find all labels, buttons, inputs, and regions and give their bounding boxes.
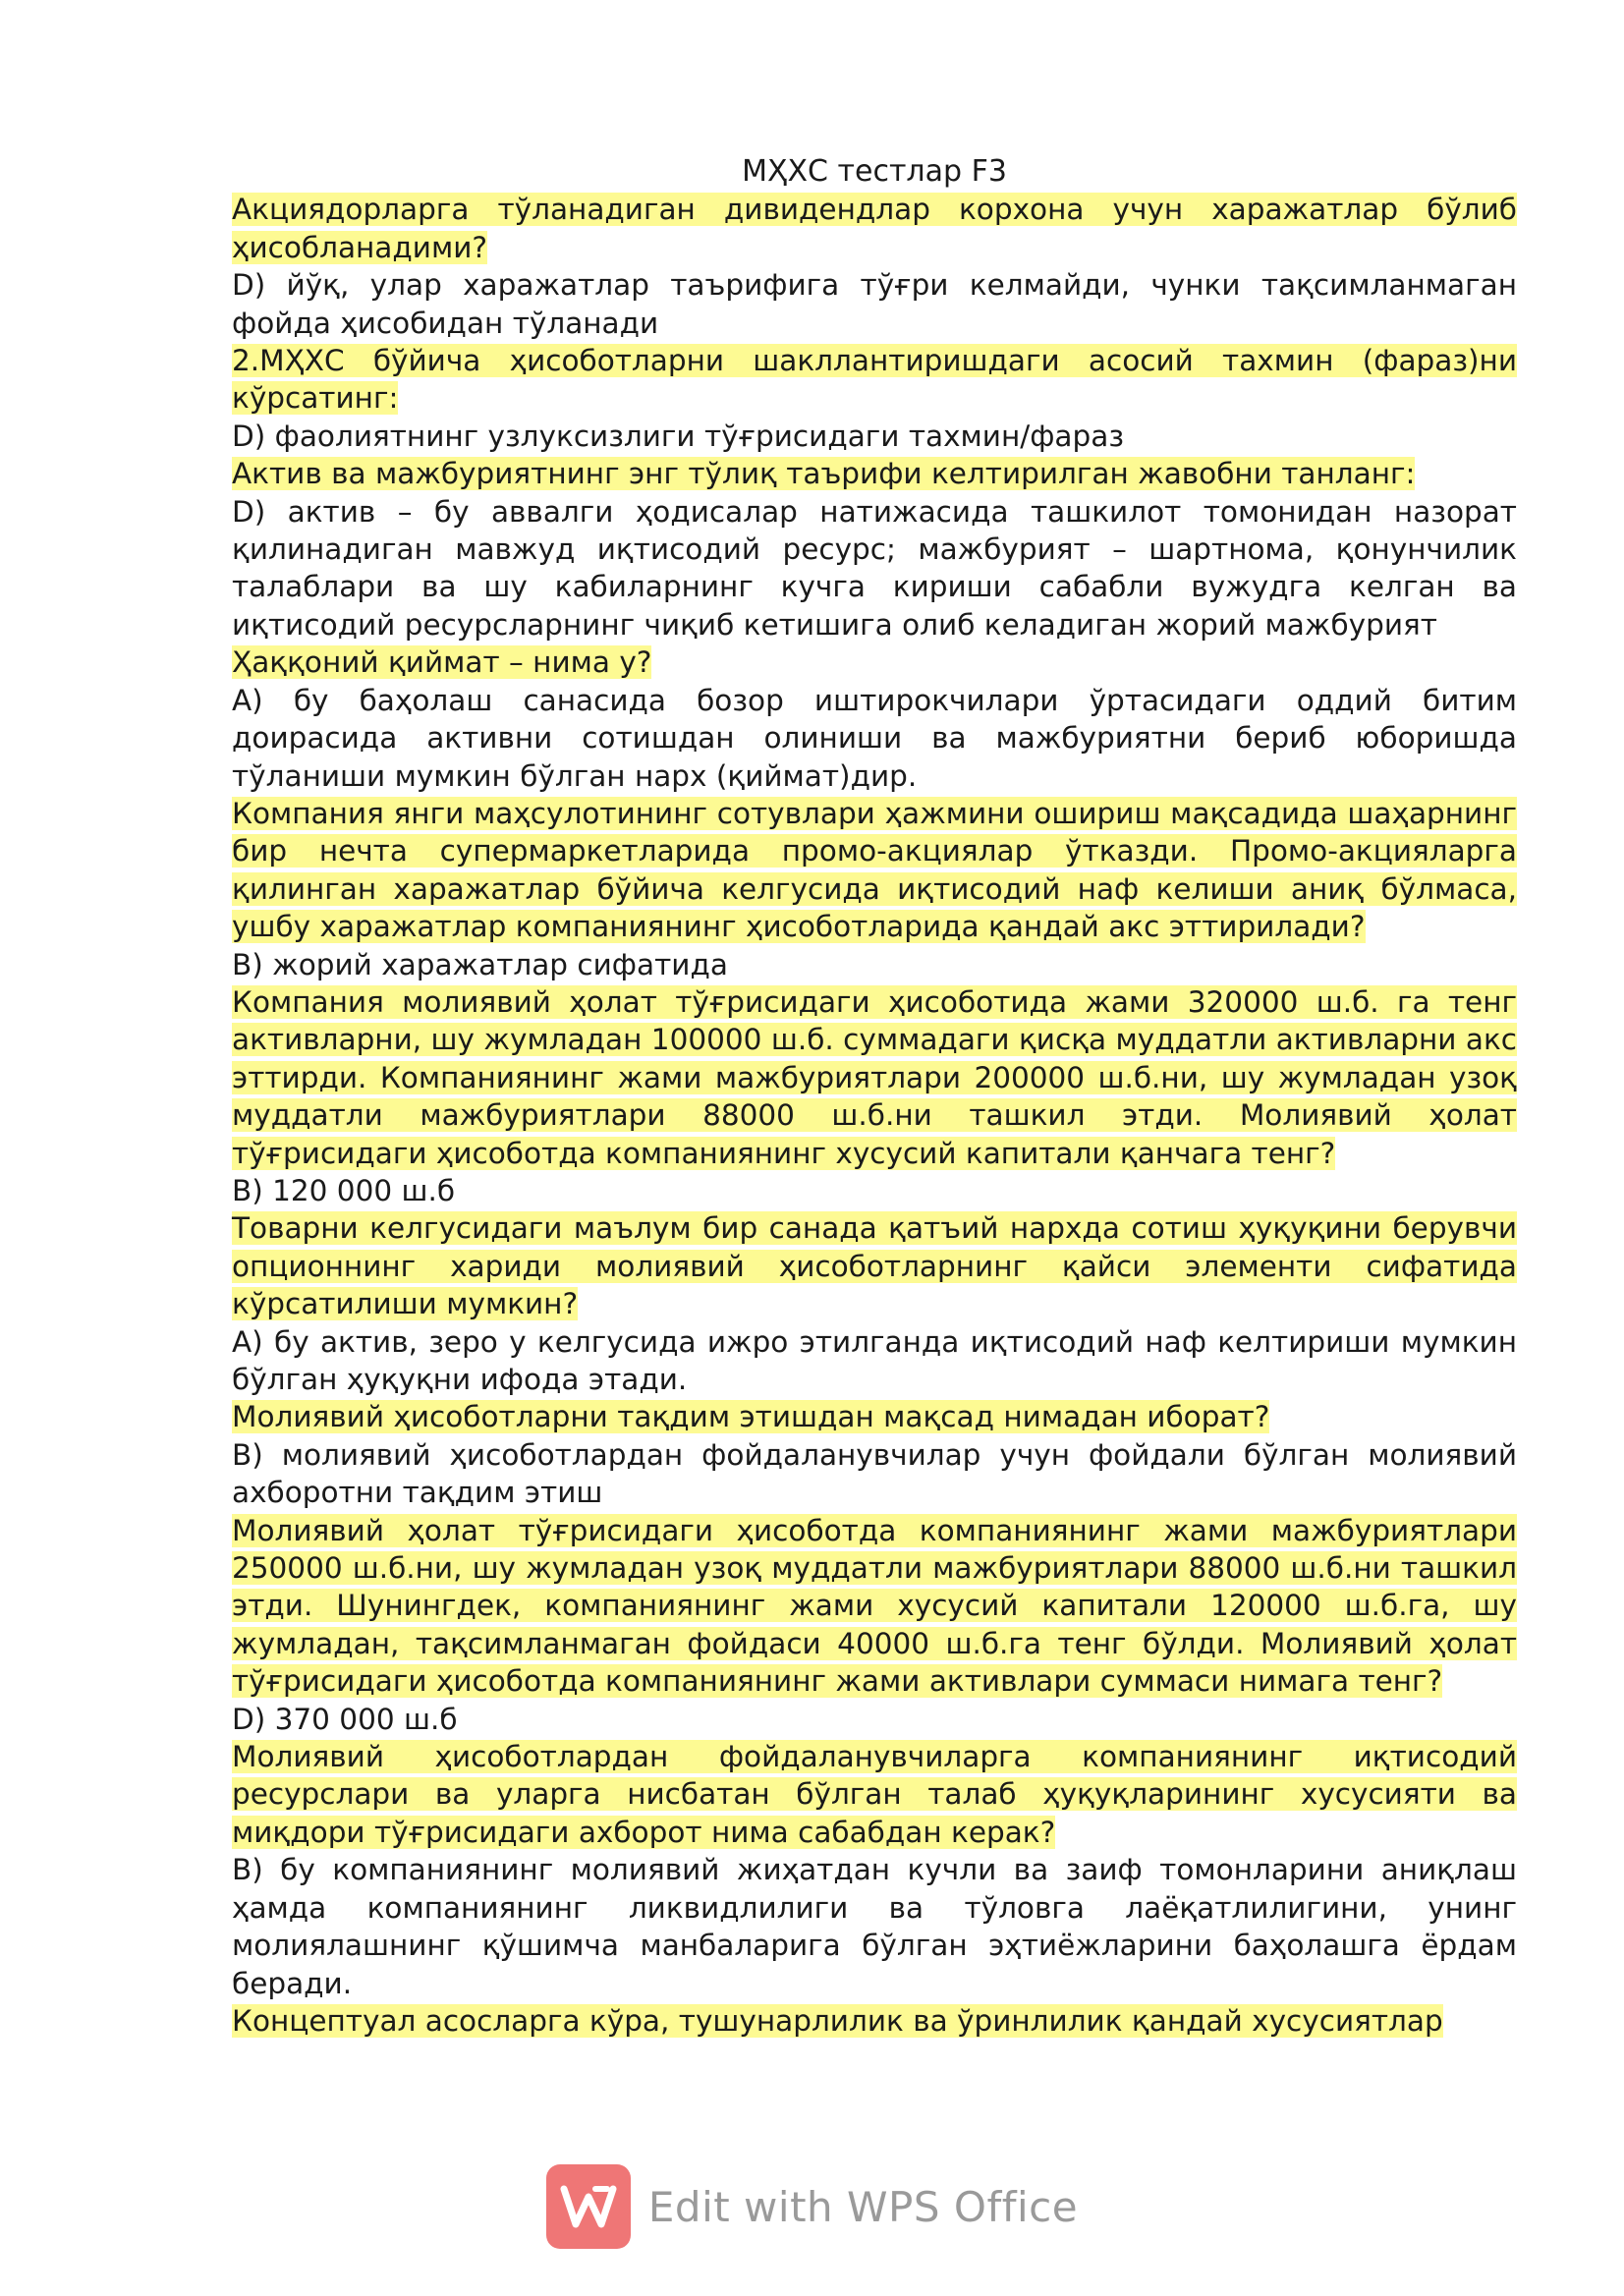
- answer-text: [232, 1323, 1517, 1399]
- answer-body: 370 000 ш.б: [265, 1702, 458, 1736]
- wps-logo-icon[interactable]: [546, 2164, 631, 2249]
- document-title: МҲХС тестлар F3: [742, 154, 1007, 189]
- wps-w-glyph: [560, 2183, 617, 2230]
- question-text: [232, 1209, 1517, 1322]
- answer-letter: D): [232, 1702, 266, 1736]
- question-text: [232, 2002, 1517, 2040]
- question-highlight: Молиявий ҳисоботларни тақдим этишдан мақсад нимадан иборат?: [232, 1400, 1270, 1434]
- question-text: [232, 644, 1517, 681]
- question-text: [232, 342, 1517, 418]
- answer-text: [232, 418, 1517, 455]
- answer-body: бу компаниянинг молиявий жиҳатдан кучли ва заиф томонларини аниқлаш ҳамда компаниянинг ликвидлилиги ва тўловга лаёқатлилигини, унинг молиялашнинг қўшимча манбаларига бўлган эҳтиёжларини баҳолашга ёрдам беради.: [232, 1853, 1517, 2000]
- answer-body: йўқ, улар харажатлар таърифига тўғри келмайди, чунки тақсимланмаган фойда ҳисобидан тўланади: [232, 268, 1517, 340]
- answer-text: [232, 1851, 1517, 2002]
- answer-body: актив – бу аввалги ҳодисалар натижасида ташкилот томонидан назорат қилинадиган мавжуд иқтисодий ресурс; мажбурият – шартнома, қонунчилик талаблари ва шу кабиларнинг кучга кириши сабабли вужудга келган ва иқтисодий ресурсларнинг чиқиб кетишига олиб келадиган жорий мажбурият: [232, 494, 1517, 642]
- answer-letter: D): [232, 268, 266, 303]
- answer-text: [232, 682, 1517, 795]
- answer-body: молиявий ҳисоботлардан фойдаланувчилар учун фойдали бўлган молиявий ахборотни тақдим этиш: [232, 1437, 1517, 1510]
- question-text: [232, 1512, 1517, 1701]
- question-text: [232, 191, 1517, 266]
- question-text: [232, 983, 1517, 1172]
- question-highlight: Компания янги маҳсулотининг сотувлари ҳажмини ошириш мақсадида шаҳарнинг бир нечта супермаркетларида промо-акциялар ўтказди. Промо-акцияларга қилинган харажатлар бўйича келгусида иқтисодий наф келиши аниқ бўлмаса, ушбу харажатлар компаниянинг ҳисоботларида қандай акс эттирилади?: [232, 796, 1517, 944]
- answer-body: жорий харажатлар сифатида: [262, 947, 728, 981]
- wps-edit-banner[interactable]: [0, 2157, 1624, 2256]
- question-highlight: Актив ва мажбуриятнинг энг тўлиқ таърифи келтирилган жавобни танланг:: [232, 457, 1416, 491]
- question-highlight: 2.МҲХС бўйича ҳисоботларни шакллантиришдаги асосий тахмин (фараз)ни кўрсатинг:: [232, 344, 1517, 416]
- answer-body: бу баҳолаш санасида бозор иштирокчилари ўртасидаги оддий битим доирасида активни сотишдан олиниши ва мажбуриятни бериб юборишда тўланиши мумкин бўлган нарх (қиймат)дир.: [232, 683, 1517, 793]
- answer-text: [232, 946, 1517, 983]
- question-highlight: Ҳаққоний қиймат – нима у?: [232, 645, 652, 680]
- answer-body: фаолиятнинг узлуксизлиги тўғрисидаги тахмин/фараз: [265, 419, 1124, 453]
- question-list: [232, 191, 1517, 2040]
- answer-letter: D): [232, 494, 266, 529]
- question-highlight: Товарни келгусидаги маълум бир санада қатъий нархда сотиш ҳуқуқини берувчи опционнинг хариди молиявий ҳисоботларнинг қайси элементи сифатида кўрсатилиши мумкин?: [232, 1211, 1517, 1321]
- answer-letter: В): [232, 1173, 263, 1207]
- question-highlight: Молиявий ҳолат тўғрисидаги ҳисоботда компаниянинг жами мажбуриятлари 250000 ш.б.ни, шу жумладан узоқ муддатли мажбуриятлари 88000 ш.б.ни ташкил этди. Шунингдек, компаниянинг жами хусусий капитали 120000 ш.б.га, шу жумладан, тақсимланмаган фойдаси 40000 ш.б.га тенг бўлди. Молиявий ҳолат тўғрисидаги ҳисоботда компаниянинг жами активлари суммаси нимага тенг?: [232, 1513, 1517, 1699]
- answer-body: 120 000 ш.б: [262, 1173, 456, 1207]
- document-page: [232, 153, 1517, 2040]
- answer-letter: А): [232, 1324, 263, 1359]
- question-text: [232, 1738, 1517, 1851]
- answer-letter: В): [232, 1437, 263, 1472]
- question-highlight: Концептуал асосларга кўра, тушунарлилик ва ўринлилик қандай хусусиятлар: [232, 2003, 1443, 2038]
- question-highlight: Компания молиявий ҳолат тўғрисидаги ҳисоботида жами 320000 ш.б. га тенг активларни, шу жумладан 100000 ш.б. суммадаги қисқа муддатли активларни акс эттирди. Компаниянинг жами мажбуриятлари 200000 ш.б.ни, шу жумладан узоқ муддатли мажбуриятлари 88000 ш.б.ни ташкил этди. Молиявий ҳолат тўғрисидаги ҳисоботда компаниянинг хусусий капитали қанчага тенг?: [232, 984, 1517, 1170]
- wps-edit-label[interactable]: Edit with WPS Office: [647, 2182, 1079, 2231]
- question-text: [232, 1398, 1517, 1435]
- answer-text: [232, 493, 1517, 644]
- answer-text: [232, 1701, 1517, 1738]
- question-text: [232, 795, 1517, 946]
- answer-text: [232, 1436, 1517, 1512]
- answer-text: [232, 1172, 1517, 1209]
- answer-body: бу актив, зеро у келгусида ижро этилганда иқтисодий наф келтириши мумкин бўлган ҳуқуқни ифода этади.: [232, 1324, 1517, 1396]
- answer-letter: А): [232, 683, 263, 717]
- answer-letter: В): [232, 1853, 263, 1887]
- answer-text: [232, 266, 1517, 342]
- question-text: [232, 455, 1517, 492]
- answer-letter: В): [232, 947, 263, 981]
- question-highlight: Молиявий ҳисоботлардан фойдаланувчиларга компаниянинг иқтисодий ресурслари ва уларга нисбатан бўлган талаб ҳуқуқларининг хусусияти ва миқдори тўғрисидаги ахборот нима сабабдан керак?: [232, 1740, 1517, 1849]
- answer-letter: D): [232, 419, 266, 453]
- question-highlight: Акциядорларга тўланадиган дивидендлар корхона учун харажатлар бўлиб ҳисобланадими?: [232, 193, 1517, 264]
